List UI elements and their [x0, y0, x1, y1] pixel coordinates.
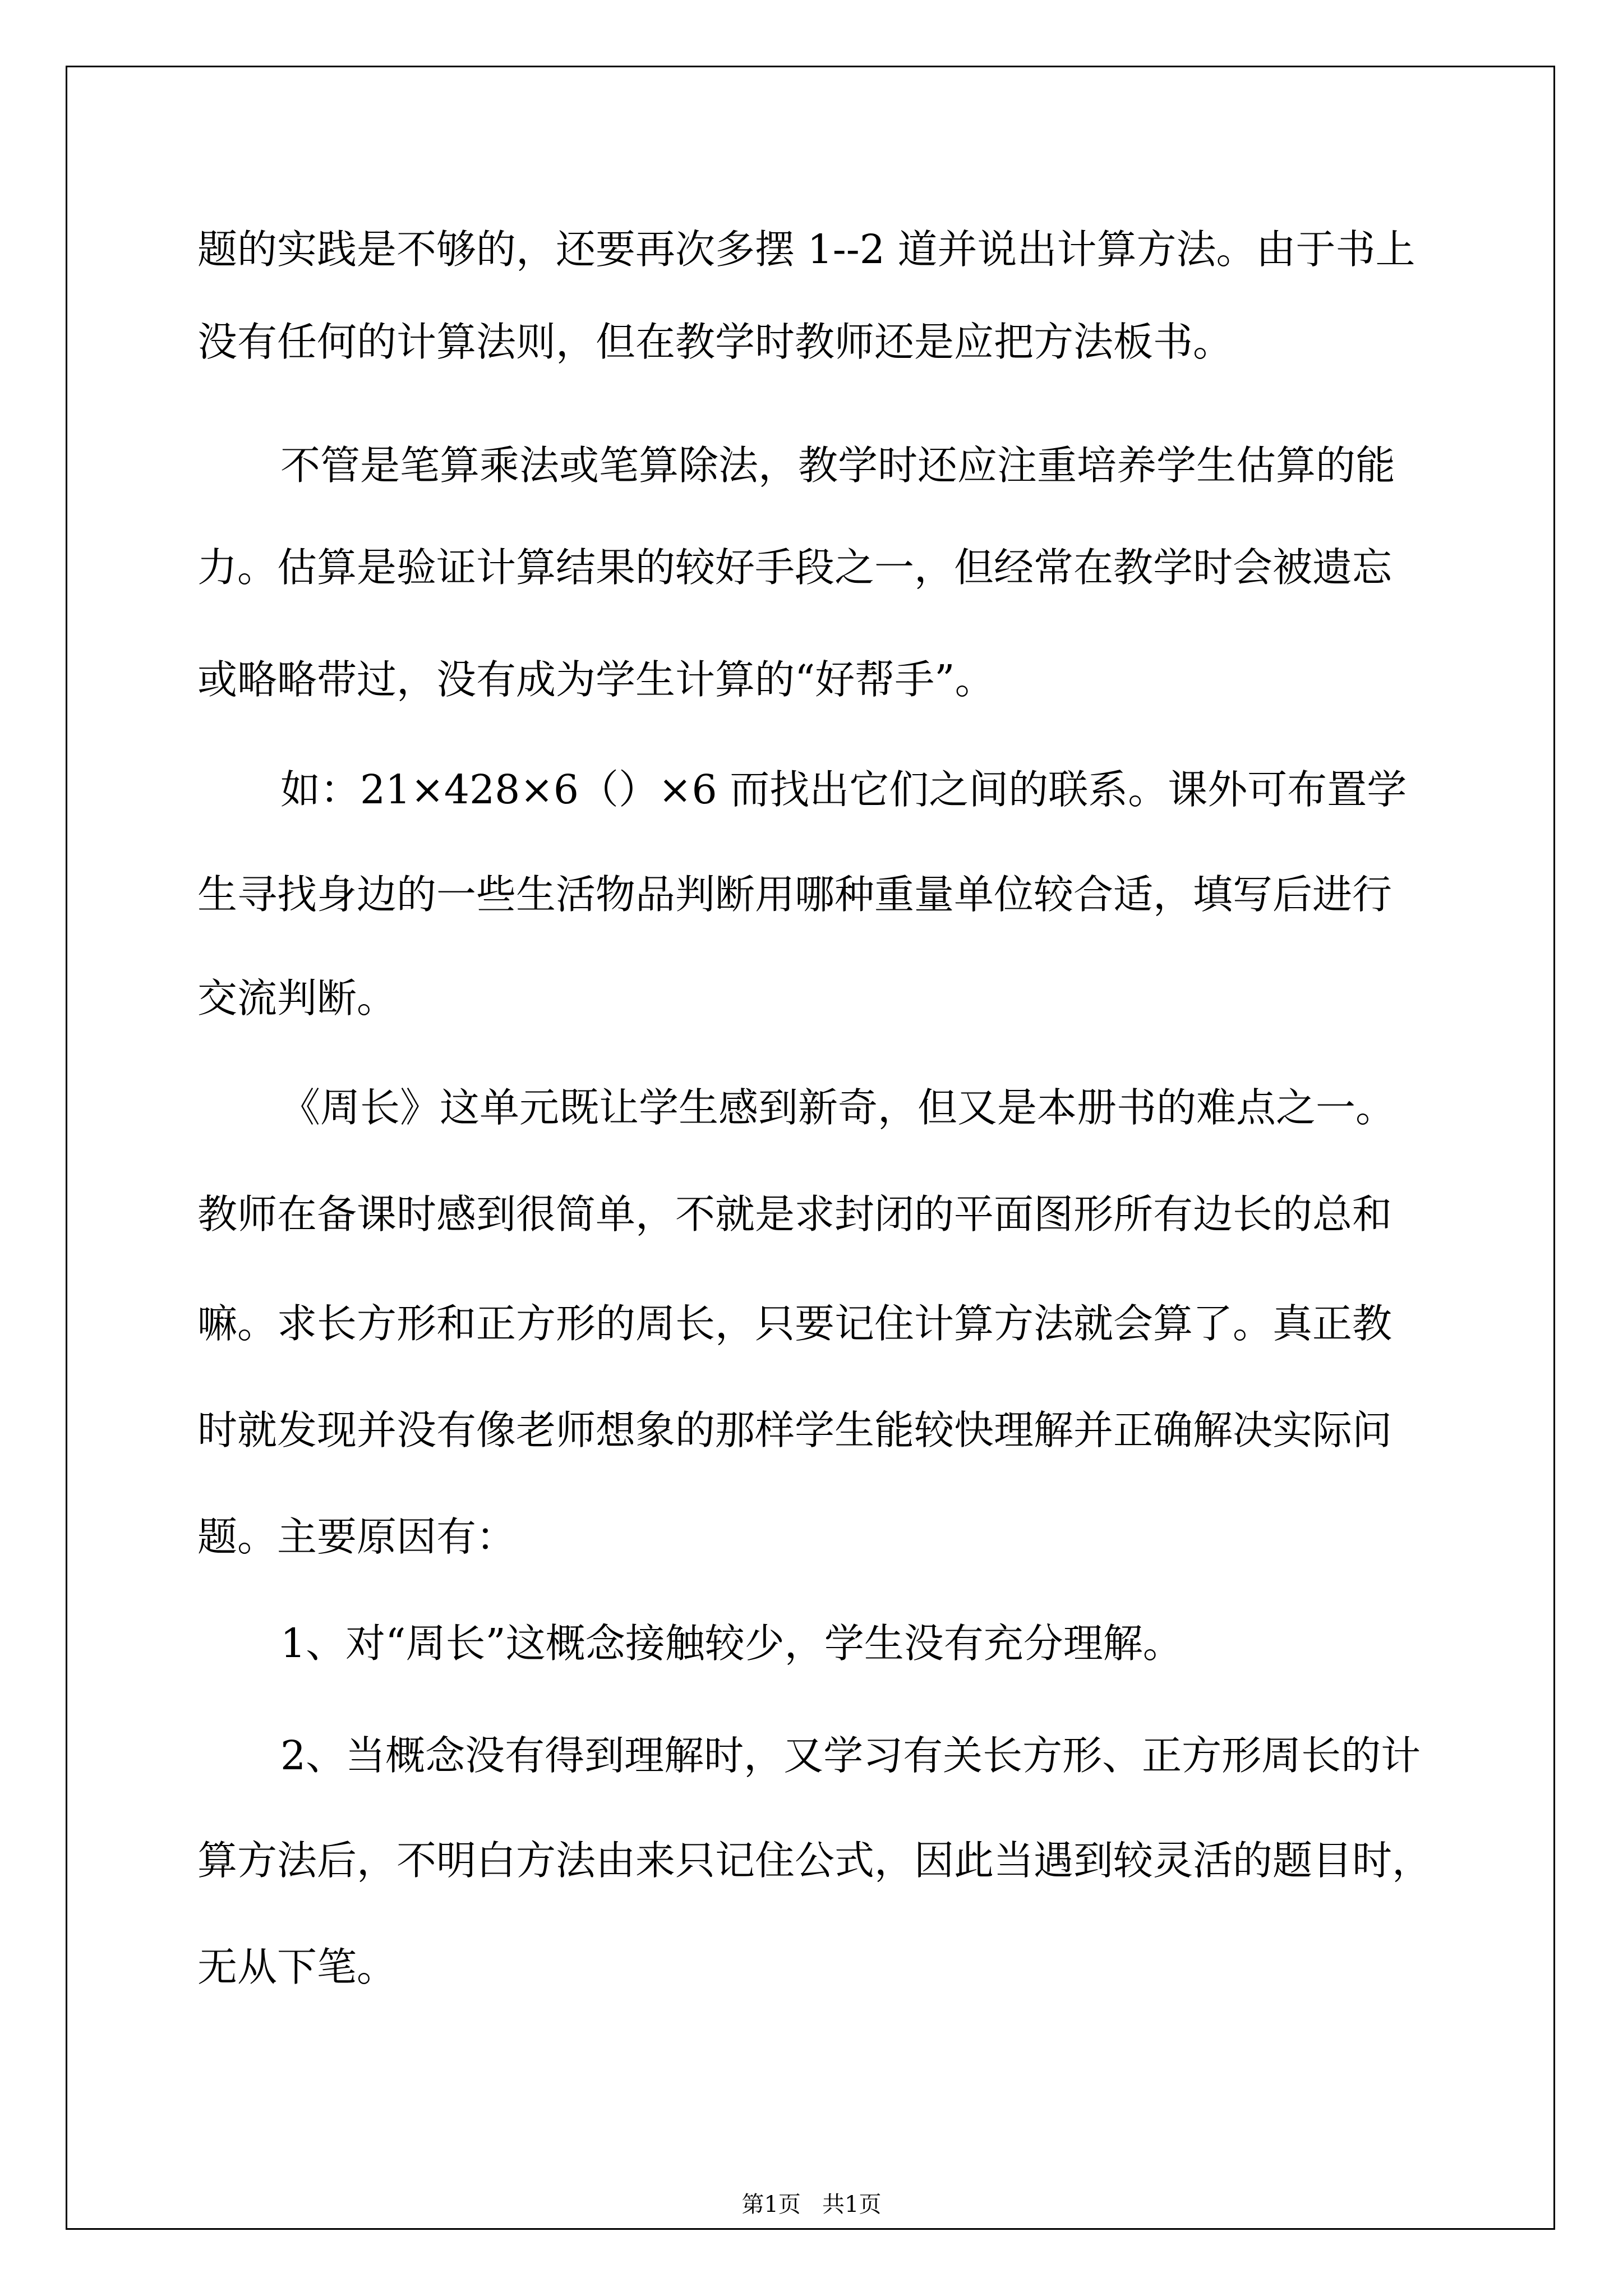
text-line: 或略略带过，没有成为学生计算的“好帮手”。 [197, 656, 995, 703]
text-line: 算方法后，不明白方法由来只记住公式，因此当遇到较灵活的题目时， [197, 1837, 1432, 1884]
text-line: 无从下笔。 [197, 1944, 397, 1990]
page-border [66, 66, 1555, 2230]
text-line: 题。主要原因有： [197, 1513, 517, 1560]
page-footer: 第1页 共1页 [741, 2192, 882, 2217]
text-line: 不管是笔算乘法或笔算除法，教学时还应注重培养学生估算的能 [280, 442, 1396, 489]
text-line: 时就发现并没有像老师想象的那样学生能较快理解并正确解决实际问 [197, 1407, 1393, 1453]
text-line: 1、对“周长”这概念接触较少，学生没有充分理解。 [280, 1620, 1183, 1667]
text-line: 2、当概念没有得到理解时，又学习有关长方形、正方形周长的计 [280, 1732, 1421, 1779]
text-line: 生寻找身边的一些生活物品判断用哪种重量单位较合适，填写后进行 [197, 871, 1393, 918]
text-line: 嘛。求长方形和正方形的周长，只要记住计算方法就会算了。真正教 [197, 1300, 1393, 1347]
text-line: 教师在备课时感到很简单，不就是求封闭的平面图形所有边长的总和 [197, 1191, 1393, 1237]
text-line: 交流判断。 [197, 975, 397, 1022]
text-line: 力。估算是验证计算结果的较好手段之一，但经常在教学时会被遗忘 [197, 544, 1393, 591]
text-line: 《周长》这单元既让学生感到新奇，但又是本册书的难点之一。 [280, 1084, 1396, 1131]
text-line: 题的实践是不够的，还要再次多摆 1--2 道并说出计算方法。由于书上 [197, 226, 1415, 273]
text-line: 如：21×428×6（）×6 而找出它们之间的联系。课外可布置学 [280, 766, 1407, 813]
text-line: 没有任何的计算法则，但在教学时教师还是应把方法板书。 [197, 319, 1233, 365]
